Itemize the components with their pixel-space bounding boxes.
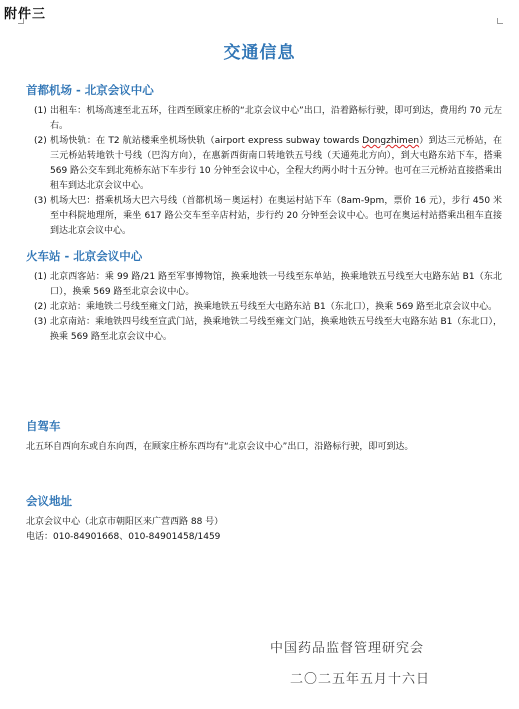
airport-item-bus xyxy=(26,194,502,239)
corner-crop-mark-left xyxy=(18,18,24,24)
annex-label: 附件三 xyxy=(4,7,47,22)
airport-heading: 首都机场 - 北京会议中心 xyxy=(26,83,154,97)
drive-heading: 自驾车 xyxy=(26,419,61,433)
corner-crop-mark-right xyxy=(497,18,503,24)
item-text: 机场大巴：搭乘机场大巴六号线（首都机场－奥运村）在奥运村站下车（8am-9pm，票价 16 元），步行 450 米至中科院地理所，乘坐 617 路公交车至辛店村站，步行约 20 分钟至会议中心。也可在奥运村站搭乘出租车直接到达北京会议中心。 xyxy=(50,196,502,236)
airport-item-express xyxy=(26,134,502,194)
train-heading: 火车站 - 北京会议中心 xyxy=(26,249,143,263)
address-section xyxy=(26,493,502,545)
phone-line: 电话：010-84901668、010-84901458/1459 xyxy=(26,532,221,542)
organization-signature: 中国药品监督管理研究会 xyxy=(270,641,425,656)
airport-item-taxi xyxy=(26,104,502,134)
item-number: (2) xyxy=(34,136,47,146)
train-item-west xyxy=(26,270,502,300)
item-text-post: ）到达三元桥站，在三元桥站转地铁十号线（巴沟方向），在惠新西街南口转地铁五号线（天通苑北方向），到大屯路东站下车，搭乘 569 路公交车到北苑桥东站下车步行 10 分钟至会议中心，全程大约两小时十五分钟。也可在三元桥站直接搭乘出租车到达北京会议中心。 xyxy=(50,136,502,191)
drive-section xyxy=(26,418,502,455)
airport-section xyxy=(26,82,502,239)
item-number: (1) xyxy=(34,106,47,116)
address-line: 北京会议中心（北京市朝阳区来广营西路 88 号） xyxy=(26,517,224,527)
item-number: (1) xyxy=(34,272,47,282)
item-number: (2) xyxy=(34,302,47,312)
item-number: (3) xyxy=(34,317,47,327)
item-text: 北京西客站：乘 99 路/21 路至军事博物馆，换乘地铁一号线至东单站，换乘地铁五号线至大屯路东站 B1（东北口），换乘 569 路至北京会议中心。 xyxy=(50,272,502,297)
item-text: 北京南站：乘地铁四号线至宣武门站，换乘地铁二号线至雍文门站，换乘地铁五号线至大屯路东站 B1（东北口），换乘 569 路至北京会议中心。 xyxy=(50,317,502,342)
issue-date: 二〇二五年五月十六日 xyxy=(290,672,431,687)
train-item-south xyxy=(26,315,502,345)
drive-text: 北五环自西向东或自东向西，在顾家庄桥东西均有“北京会议中心”出口，沿路标行驶，即可到达。 xyxy=(26,442,414,452)
page-title: 交通信息 xyxy=(223,43,296,63)
item-text: 出租车：机场高速至北五环，往西至顾家庄桥的“北京会议中心”出口，沿着路标行驶，即可到达，费用约 70 元左右。 xyxy=(50,106,502,131)
train-section xyxy=(26,248,502,345)
train-item-beijing xyxy=(26,300,502,315)
item-text: 北京站：乘地铁二号线至雍文门站，换乘地铁五号线至大屯路东站 B1（东北口），换乘 569 路至北京会议中心。 xyxy=(50,302,498,312)
item-number: (3) xyxy=(34,196,47,206)
item-text-pre: 机场快轨：在 T2 航站楼乘坐机场快轨（airport express subway towards xyxy=(50,136,363,146)
address-heading: 会议地址 xyxy=(26,494,72,508)
spellcheck-word: Dongzhimen xyxy=(362,136,420,146)
